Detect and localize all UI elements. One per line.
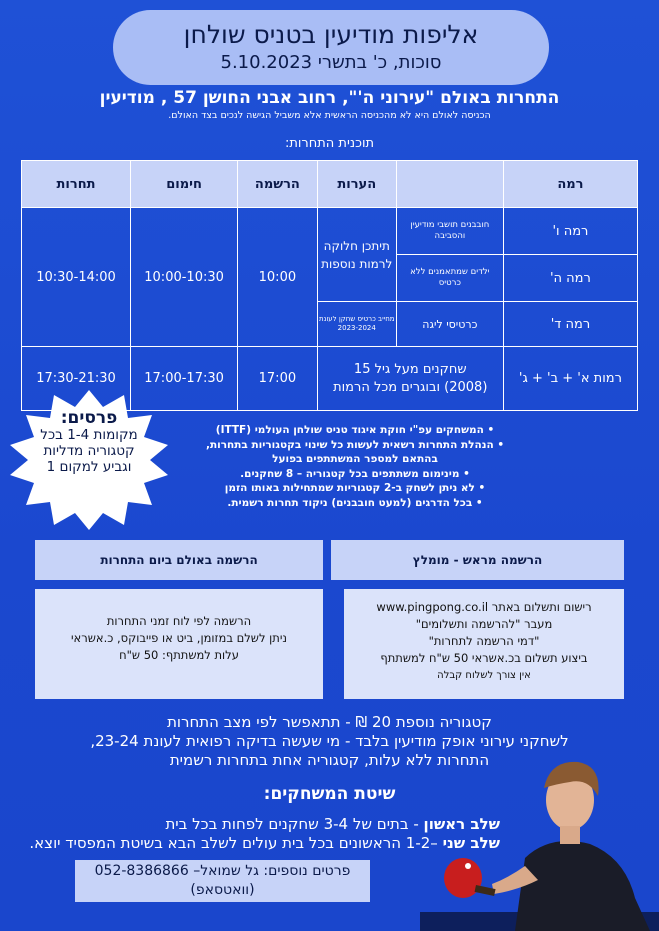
- header-registration: הרשמה: [238, 161, 318, 208]
- prizes-text: [14, 410, 164, 475]
- stage-two-label: שלב שני: [442, 834, 500, 852]
- rule-item: • המשחקים עפ"י חוקת איגוד טניס שולחן העולמי (ITTF): [215, 424, 495, 436]
- header-level: רמה: [503, 161, 637, 208]
- contact-line: פרטים נוספים: גל שמואל– 052-8386866: [94, 863, 351, 879]
- extra-line: קטגוריה נוספת 20 ₪ - תתאפשר לפי מצב התחרות: [167, 713, 492, 731]
- registration-cell: 17:00: [238, 347, 318, 411]
- method-title: שיטת המשחקים:: [263, 784, 396, 804]
- contact-line: (וואטסאפ): [190, 882, 255, 898]
- level-description: ילדים שמתאמנים ללא כרטיס: [396, 255, 503, 302]
- event-date: סוכות, כ' בתשרי 5.10.2023: [220, 52, 442, 73]
- notes-cell: מחייב כרטיס שחקן לעונת 2023-2024: [317, 302, 396, 347]
- level-cell: רמה ד': [503, 302, 637, 347]
- event-title: אליפות מודיעין בטניס שולחן: [183, 20, 479, 49]
- rule-item: • הנהלת התחרות רשאית לעשות כל שינוי בקטגוריות בתחרות,: [205, 438, 505, 451]
- registration-cell: 10:00: [238, 208, 318, 347]
- notes-cell: תיתכן חלוקה לרמות נוספות: [317, 208, 396, 302]
- preregistration-title: הרשמה מראש - מומלץ: [331, 540, 624, 580]
- notes-cell: [317, 347, 503, 411]
- prizes-line: וגביע למקום 1: [46, 459, 132, 475]
- notes-line: שחקנים מעל גיל 15: [353, 361, 467, 377]
- table-tennis-player-icon: [420, 748, 659, 931]
- preregistration-line: אין צורך לשלוח קבלה: [437, 670, 531, 681]
- hall-registration-box: [35, 589, 323, 699]
- preregistration-line: "דמי הרשמה לתחרות": [428, 634, 540, 648]
- hall-registration-line: עלות למשתתף: 50 ש"ח: [119, 648, 239, 662]
- competition-cell: 10:30-14:00: [22, 208, 131, 347]
- table-row: [22, 208, 638, 255]
- schedule-header-row: [22, 161, 638, 208]
- warmup-cell: 17:00-17:30: [131, 347, 238, 411]
- header-pill: [113, 10, 549, 85]
- stage-two-text: –1-2 הראשונים בכל בית עולים לשלב הבא בשיטת המפסיד יוצא.: [29, 834, 443, 852]
- extra-line: התחרות ללא עלות, קטגוריה אחת בתחרות רשמית: [169, 751, 490, 769]
- preregistration-line: מעבר "להרשמה ותשלומים": [415, 617, 553, 631]
- rule-item: • מינימום משתתפים בכל קטגוריה – 8 שחקנים.: [240, 467, 470, 480]
- rules-list: [175, 423, 535, 510]
- stage-one-text: - בתים של 3-4 שחקנים לפחות בכל בית: [165, 815, 424, 833]
- header-description: [396, 161, 503, 208]
- preregistration-line: רישום ותשלום באתר www.pingpong.co.il: [376, 600, 592, 614]
- extra-line: לשחקני עירוני אופק מודיעין בלבד - מי שעשה בדיקה רפואית לעונת 23-24,: [90, 732, 569, 750]
- preregistration-line: ביצוע תשלום בכ.אשראי 50 ש"ח למשתתף: [380, 651, 588, 665]
- rule-item: • לא ניתן לשחק ב-2 קטגוריות שמתחילות באותו הזמן: [224, 482, 486, 494]
- hall-registration-title: הרשמה באולם ביום התחרות: [35, 540, 323, 580]
- contact-box: [75, 860, 370, 902]
- prizes-line: מקומות 1-4 בכל: [40, 427, 138, 443]
- hall-registration-line: הרשמה לפי לוח זמני התחרות: [106, 614, 252, 628]
- level-description: כרטיסי ליגה: [396, 302, 503, 347]
- header-competition: תחרות: [22, 161, 131, 208]
- notes-line: (2008) ובוגרים מכל הרמות: [333, 379, 488, 395]
- prizes-title: פרסים:: [60, 408, 118, 428]
- venue-entrance-note: הכניסה לאולם היא לא מהכניסה הראשית אלא משביל הגישה לנכים בצד האולם.: [168, 110, 491, 121]
- warmup-cell: 10:00-10:30: [131, 208, 238, 347]
- level-cell: רמה ו': [503, 208, 637, 255]
- prizes-starburst: [0, 385, 178, 535]
- competition-cell: 17:30-21:30: [22, 347, 131, 411]
- schedule-title: תוכנית התחרות:: [284, 136, 375, 151]
- preregistration-box: [344, 589, 624, 699]
- level-cell: רמה ה': [503, 255, 637, 302]
- header-notes: הערות: [317, 161, 396, 208]
- rule-item: • בכל הדרגים (למעט חובבנים) ניקוד תחרות רשמית.: [227, 496, 483, 509]
- rule-item: בהתאם למספר המשתתפים בפועל: [272, 453, 438, 465]
- header-warmup: חימום: [131, 161, 238, 208]
- level-cell: רמות א' + ב' + ג': [503, 347, 637, 411]
- stage-one-label: שלב ראשון: [423, 815, 500, 833]
- prizes-line: קטגוריה מדליות: [43, 443, 135, 459]
- level-description: חובבנים תושבי מודיעין והסביבה: [396, 208, 503, 255]
- venue-location: התחרות באולם "עירוני ה'", רחוב אבני החושן 57 , מודיעין: [99, 88, 560, 108]
- schedule-table: [21, 160, 638, 411]
- hall-registration-line: ניתן לשלם במזומן, ביט או פייבוקס, כ.אשראי: [70, 631, 288, 645]
